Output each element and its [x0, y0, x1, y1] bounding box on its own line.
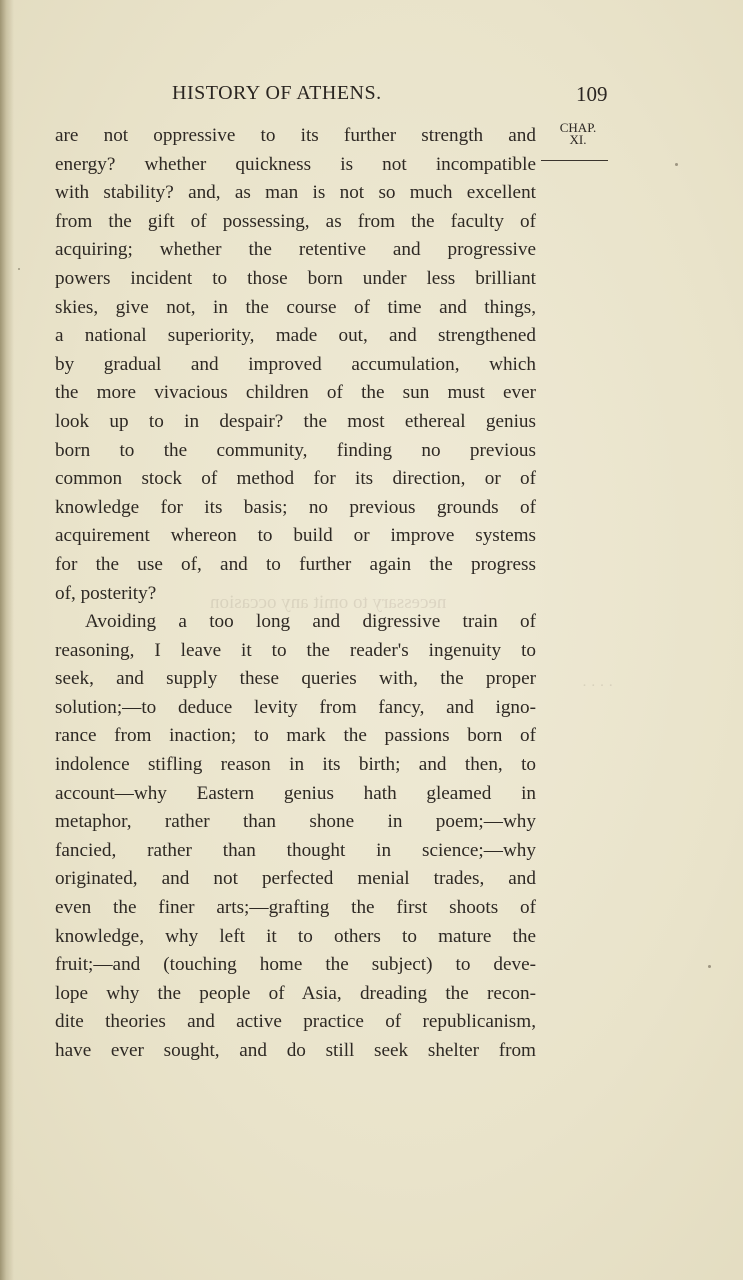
text-line: acquiring; whether the retentive and progressive — [55, 239, 536, 261]
text-line: lope why the people of Asia, dreading the recon- — [55, 982, 536, 1004]
text-line: indolence stifling reason in its birth; and then, to — [55, 754, 536, 776]
text-line: skies, give not, in the course of time and things, — [55, 296, 536, 318]
text-line: even the finer arts;—grafting the first shoots of — [55, 897, 536, 919]
text-line: energy? whether quickness is not incompatible — [55, 153, 536, 175]
text-line: common stock of method for its direction, or of — [55, 468, 536, 490]
chapter-label-number: XI. — [569, 132, 587, 147]
text-line: dite theories and active practice of republicanism, — [55, 1011, 536, 1033]
show-through-text: necessary to omit any occasion — [210, 592, 447, 613]
text-line: solution;—to deduce levity from fancy, and igno- — [55, 696, 536, 718]
paper-speck — [708, 965, 711, 968]
text-line: a national superiority, made out, and strengthened — [55, 325, 536, 347]
text-line: knowledge, why left it to others to mature the — [55, 925, 536, 947]
chapter-label-word: CHAP. — [559, 120, 597, 135]
page-number: 109 — [576, 82, 608, 106]
text-line: for the use of, and to further again the progress — [55, 553, 536, 575]
text-line: look up to in despair? the most ethereal genius — [55, 410, 536, 432]
body-text — [55, 122, 536, 1066]
show-through-text-margin: · · · · — [582, 678, 614, 694]
text-line-paragraph-start: Avoiding a too long and digressive train of — [85, 611, 536, 633]
text-line: reasoning, I leave it to the reader's ingenuity to — [55, 639, 536, 661]
chapter-rule — [541, 160, 608, 161]
text-line: knowledge for its basis; no previous grounds of — [55, 496, 536, 518]
text-line: originated, and not perfected menial trades, and — [55, 868, 536, 890]
text-line: have ever sought, and do still seek shelter from — [55, 1040, 536, 1061]
text-line: are not oppressive to its further strength and — [55, 125, 536, 146]
text-line: acquirement whereon to build or improve systems — [55, 525, 536, 547]
text-line: powers incident to those born under less brilliant — [55, 267, 536, 289]
text-line: account—why Eastern genius hath gleamed in — [55, 782, 536, 804]
text-line: fruit;—and (touching home the subject) to deve- — [55, 954, 536, 976]
running-title: HISTORY OF ATHENS. — [172, 82, 382, 104]
text-line: seek, and supply these queries with, the proper — [55, 668, 536, 690]
text-line: fancied, rather than thought in science;—why — [55, 839, 536, 861]
binding-shadow — [0, 0, 14, 1280]
paper-speck — [675, 163, 678, 166]
text-line: with stability? and, as man is not so much excellent — [55, 182, 536, 204]
chapter-label — [549, 122, 607, 146]
text-line: by gradual and improved accumulation, which — [55, 353, 536, 375]
text-line: of, posterity? — [55, 582, 157, 604]
text-line: rance from inaction; to mark the passions born of — [55, 725, 536, 747]
text-line: from the gift of possessing, as from the faculty of — [55, 210, 536, 232]
text-line: born to the community, finding no previous — [55, 439, 536, 461]
text-line: the more vivacious children of the sun must ever — [55, 382, 536, 404]
text-line: metaphor, rather than shone in poem;—why — [55, 811, 536, 833]
paper-speck — [18, 268, 20, 270]
